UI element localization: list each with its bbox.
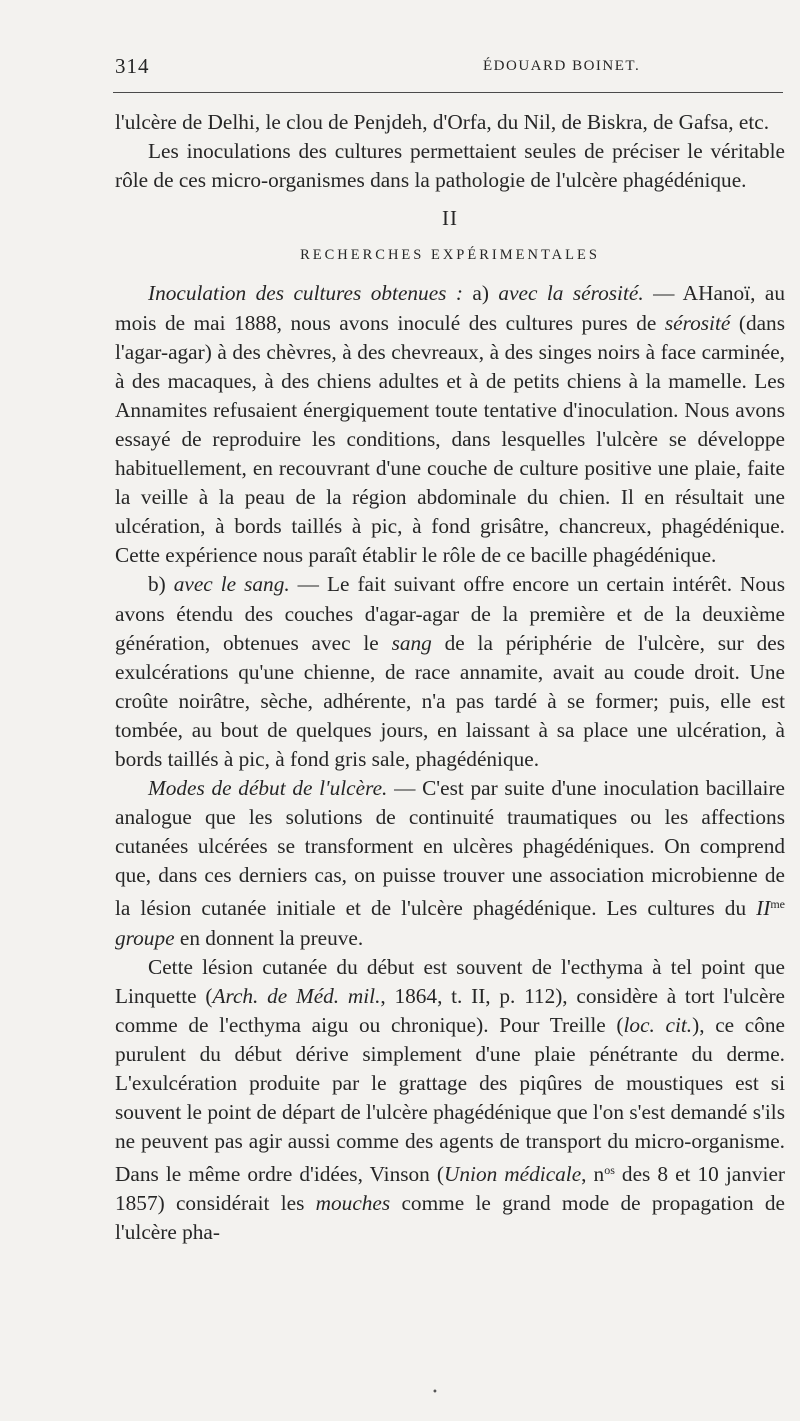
paragraph-text: ), ce cône purulent du début dérive simplement d'une plaie pénétrante du derme. L'exulcération produite par le grattage des piqûres de moustiques est si souvent le point de départ de l'ulcère phagédénique que l'on s'est demandé s'ils ne peuvent pas agir aussi comme des agents de transport du micro-organisme. Dans le même ordre d'idées, Vinson ( <box>115 1012 785 1187</box>
paragraph-text: — AHanoï, au mois de mai 1888, nous avons inoculé des cultures pures de <box>115 281 785 335</box>
paragraph-text: — Le fait suivant offre encore un certain intérêt. Nous avons étendu des couches d'agar-agar de la première et de la deuxième génération, obtenues avec le <box>115 572 785 655</box>
paragraph-text: comme le grand mode de propagation de l'ulcère pha- <box>115 1191 785 1245</box>
italic-subheading: avec le sang. <box>173 572 290 597</box>
section-title: RECHERCHES EXPÉRIMENTALES <box>300 247 600 264</box>
paragraph-continuation <box>115 108 785 137</box>
italic-reference: loc. cit. <box>623 1012 693 1037</box>
paragraph-text: (dans l'agar-agar) à des chèvres, à des chevreaux, à des singes noirs à face carminée, à des macaques, à des chiens adultes et à de petits chiens à la mamelle. Les Annamites refusaient énergiquement toute tentative d'inoculation. Nous avons essayé de reproduire les conditions, dans lesquelles l'ulcère se développe habituellement, en recouvrant d'une couche de culture positive une plaie, faite la veille à la peau de la région abdominale du chien. Il en résultait une ulcération, à bords taillés à pic, à fond grisâtre, chancreux, phagédénique. Cette expérience nous paraît établir le rôle de ce bacille phagédénique. <box>115 310 785 568</box>
paragraph-text: Les inoculations des cultures permettaient seules de préciser le véritable rôle de ces micro-organismes dans la pathologie de l'ulcère phagédénique. <box>115 139 785 193</box>
paragraph-text: des 8 et 10 janvier 1857) considérait les <box>115 1162 785 1216</box>
header-rule <box>113 92 783 93</box>
italic-reference: Union médicale <box>444 1162 582 1187</box>
list-marker: b) <box>148 572 174 597</box>
superscript: me <box>770 897 785 912</box>
footer-mark: • <box>432 1387 438 1398</box>
italic-term: sang <box>391 630 432 655</box>
paragraph-modes <box>115 774 785 953</box>
superscript: os <box>604 1163 615 1178</box>
italic-term: groupe <box>115 925 175 950</box>
paragraph-text: Cette lésion cutanée du début est souvent de l'ecthyma à tel point que Linquette ( <box>115 954 785 1008</box>
running-head: ÉDOUARD BOINET. <box>483 58 641 74</box>
italic-heading: Modes de début de l'ulcère. <box>148 776 388 801</box>
page-header <box>113 54 783 78</box>
italic-term: mouches <box>315 1191 391 1216</box>
paragraph-text: , n <box>581 1162 605 1187</box>
paragraph-text: l'ulcère de Delhi, le clou de Penjdeh, d'Orfa, du Nil, de Biskra, de Gafsa, etc. <box>115 110 770 134</box>
italic-heading: Inoculation des cultures obtenues : <box>148 281 463 306</box>
section-number: II <box>442 206 458 231</box>
paragraph-sang <box>115 570 785 774</box>
page-body <box>115 108 785 1248</box>
italic-term: II <box>756 896 771 921</box>
paragraph-text: , 1864, t. II, p. 112), considère à tort l'ulcère comme de l'ecthyma aigu ou chronique). Pour Treille ( <box>115 983 785 1037</box>
italic-term: sérosité <box>664 310 731 335</box>
page-number: 314 <box>115 54 150 78</box>
list-marker: a) <box>462 281 499 306</box>
italic-subheading: avec la sérosité. <box>498 281 644 306</box>
paragraph-text: de la périphérie de l'ulcère, sur des exulcérations qu'une chienne, de race annamite, avait au coude droit. Une croûte noirâtre, sèche, adhérente, n'a pas tardé à se former; puis, elle est tombée, au bout de quelques jours, en laissant à sa place une ulcération, à bords taillés à pic, à fond gris sale, phagédénique. <box>115 630 785 771</box>
paragraph-ecthyma <box>115 953 785 1248</box>
paragraph-text: en donnent la preuve. <box>174 925 364 950</box>
paragraph-serosite <box>115 279 785 570</box>
paragraph-text: — C'est par suite d'une inoculation bacillaire analogue que les solutions de continuité traumatiques ou les affections cutanées ulcérées se transforment en ulcères phagédéniques. On comprend que, dans ces derniers cas, on puisse trouver une association microbienne de la lésion cutanée initiale et de l'ulcère phagédénique. Les cultures du <box>115 776 786 921</box>
paragraph-inoculations <box>115 137 785 195</box>
italic-reference: Arch. de Méd. mil. <box>212 983 381 1008</box>
